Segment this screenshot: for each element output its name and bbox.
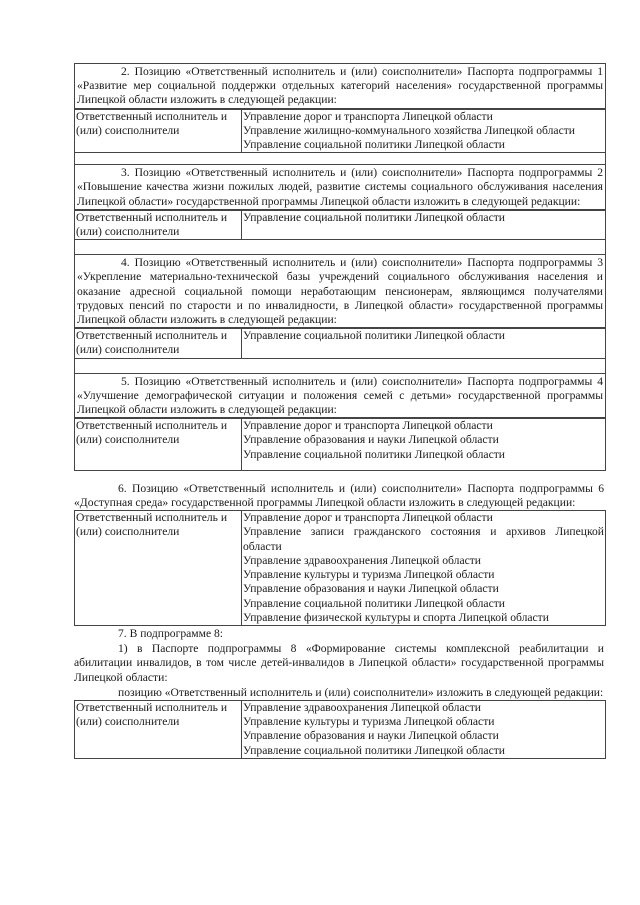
value-line: Управление физической культуры и спорта Липецкой области [243, 610, 549, 624]
value-line: Управление культуры и туризма Липецкой области [243, 715, 495, 729]
value-line: Управление дорог и транспорта Липецкой области [243, 419, 493, 433]
value-line: Управление дорог и транспорта Липецкой области [243, 109, 493, 123]
value-line: Управление жилищно-коммунального хозяйства Липецкой области [243, 123, 575, 137]
section-4-table [74, 328, 606, 358]
section-3-values [242, 210, 606, 239]
section-6-text: 6. Позицию «Ответственный исполнитель и (или) соисполнители» Паспорта подпрограммы 6 «Доступная среда» государственной программы Липецкой области изложить в следующей редакции: [74, 481, 604, 510]
section-2-label: Ответственный исполнитель и (или) соисполнители [75, 109, 242, 153]
section-4-intro [74, 255, 606, 328]
section-7-label: Ответственный исполнитель и (или) соисполнители [75, 700, 242, 758]
section-3-table [74, 210, 606, 240]
section-4-text: 4. Позицию «Ответственный исполнитель и (или) соисполнители» Паспорта подпрограммы 3 «Укрепление материально-технической базы учреждений социального обслуживания населения и оказание адресной социальной помощи неработающим пенсионерам, являющимся получателями трудовых пенсий по старости и по инвалидности, в Липецкой области» государственной программы Липецкой области изложить в следующей редакции: [77, 256, 603, 327]
section-3-text: 3. Позицию «Ответственный исполнитель и (или) соисполнители» Паспорта подпрограммы 2 «Повышение качества жизни пожилых людей, развитие системы социального обслуживания населения Липецкой области» государственной программы Липецкой области изложить в следующей редакции: [77, 166, 603, 208]
value-line: Управление дорог и транспорта Липецкой области [243, 511, 493, 525]
value-line: Управление здравоохранения Липецкой области [243, 553, 482, 567]
value-line: Управление образования и науки Липецкой области [243, 582, 499, 596]
section-5-intro [74, 374, 606, 419]
section-2-text: 2. Позицию «Ответственный исполнитель и (или) соисполнители» Паспорта подпрограммы 1 «Развитие мер социальной поддержки отдельных категорий населения» государственной программы Липецкой области изложить в следующей редакции: [77, 65, 603, 107]
document-page [74, 63, 606, 759]
value-line: Управление социальной политики Липецкой области [243, 138, 505, 152]
section-7-item-1: 1) в Паспорте подпрограммы 8 «Формирование системы комплексной реабилитации и абилитации инвалидов, в том числе детей-инвалидов в Липецкой области» государственной программы Липецкой области: [74, 642, 604, 684]
section-5-values [242, 419, 606, 471]
section-5-text: 5. Позицию «Ответственный исполнитель и (или) соисполнители» Паспорта подпрограммы 4 «Улучшение демографической ситуации и положения семей с детьми» государственной программы Липецкой области изложить в следующей редакции: [77, 374, 603, 417]
section-gap [74, 153, 606, 165]
value-line: Управление социальной политики Липецкой области [243, 447, 505, 461]
section-3-intro [74, 165, 606, 210]
section-6-values [242, 511, 606, 626]
value-line: Управление социальной политики Липецкой области [243, 329, 505, 343]
section-4-values [242, 329, 606, 358]
section-7-table [74, 700, 606, 759]
section-7-item-2: позицию «Ответственный исполнитель и (или) соисполнители» изложить в следующей редакции: [118, 685, 604, 699]
section-2-intro [74, 63, 606, 109]
section-6-label: Ответственный исполнитель и (или) соисполнители [75, 511, 242, 626]
value-line: Управление записи гражданского состояния и архивов Липецкой области [243, 525, 604, 553]
value-line: Управление здравоохранения Липецкой области [243, 700, 482, 714]
section-6-table [74, 510, 606, 626]
section-4-label: Ответственный исполнитель и (или) соисполнители [75, 329, 242, 358]
section-7-values [242, 700, 606, 758]
section-gap [74, 240, 606, 255]
section-5-table [74, 418, 606, 471]
section-2-values [242, 109, 606, 153]
value-spacer [243, 462, 604, 470]
section-2-table [74, 109, 606, 154]
value-line: Управление социальной политики Липецкой области [243, 210, 505, 224]
section-gap [74, 471, 606, 481]
section-5-label: Ответственный исполнитель и (или) соисполнители [75, 419, 242, 471]
section-7-heading: 7. В подпрограмме 8: [118, 626, 224, 640]
value-line: Управление социальной политики Липецкой области [243, 596, 505, 610]
section-gap [74, 359, 606, 374]
value-line: Управление социальной политики Липецкой области [243, 743, 505, 757]
value-line: Управление образования и науки Липецкой области [243, 433, 499, 447]
value-line: Управление образования и науки Липецкой области [243, 729, 499, 743]
section-3-label: Ответственный исполнитель и (или) соисполнители [75, 210, 242, 239]
value-line: Управление культуры и туризма Липецкой области [243, 568, 495, 582]
